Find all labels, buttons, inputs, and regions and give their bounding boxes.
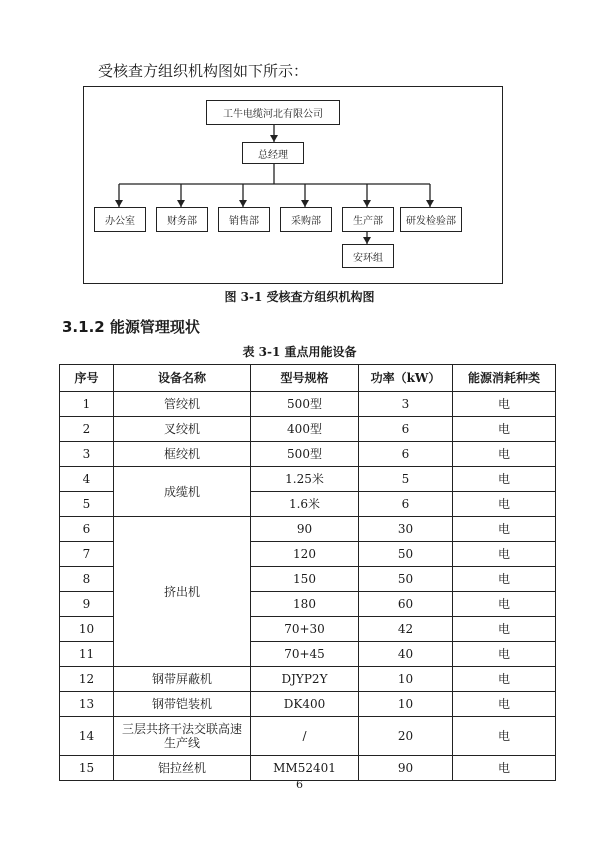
table-row: [60, 517, 556, 542]
cell-power: 5: [359, 467, 453, 492]
figure-caption: 图 3-1 受核查方组织机构图: [224, 290, 375, 304]
cell-no: 1: [60, 392, 114, 417]
cell-model: MM52401: [251, 756, 359, 781]
cell-no: 4: [60, 467, 114, 492]
cell-no: 7: [60, 542, 114, 567]
cell-no: 15: [60, 756, 114, 781]
org-box-manager: 总经理: [242, 142, 304, 164]
cell-power: 10: [359, 692, 453, 717]
org-box-dept: 采购部: [280, 207, 332, 232]
cell-no: 9: [60, 592, 114, 617]
cell-energy: 电: [453, 392, 556, 417]
cell-energy: 电: [453, 517, 556, 542]
cell-name: 框绞机: [114, 442, 251, 467]
cell-power: 20: [359, 717, 453, 756]
cell-no: 12: [60, 667, 114, 692]
cell-model: 500型: [251, 392, 359, 417]
table-row: [60, 442, 556, 467]
header-cell: 型号规格: [251, 365, 359, 392]
cell-energy: 电: [453, 592, 556, 617]
org-box-company: 工牛电缆河北有限公司: [206, 100, 340, 125]
cell-no: 10: [60, 617, 114, 642]
cell-energy: 电: [453, 542, 556, 567]
cell-power: 50: [359, 567, 453, 592]
cell-name: 叉绞机: [114, 417, 251, 442]
org-box-dept: 研发检验部: [400, 207, 462, 232]
header-cell: 功率（kW）: [359, 365, 453, 392]
cell-power: 42: [359, 617, 453, 642]
org-box-dept: 办公室: [94, 207, 146, 232]
cell-name: 铝拉丝机: [114, 756, 251, 781]
org-box-sub-unit: 安环组: [342, 244, 394, 268]
table-row: [60, 467, 556, 492]
cell-no: 5: [60, 492, 114, 517]
org-box-dept: 财务部: [156, 207, 208, 232]
cell-energy: 电: [453, 417, 556, 442]
cell-power: 50: [359, 542, 453, 567]
cell-model: 70+45: [251, 642, 359, 667]
cell-no: 8: [60, 567, 114, 592]
header-cell: 设备名称: [114, 365, 251, 392]
cell-power: 40: [359, 642, 453, 667]
cell-power: 6: [359, 442, 453, 467]
cell-power: 90: [359, 756, 453, 781]
cell-model: DJYP2Y: [251, 667, 359, 692]
cell-no: 2: [60, 417, 114, 442]
cell-energy: 电: [453, 442, 556, 467]
cell-model: 70+30: [251, 617, 359, 642]
org-box-dept: 生产部: [342, 207, 394, 232]
cell-energy: 电: [453, 642, 556, 667]
cell-power: 6: [359, 492, 453, 517]
cell-power: 3: [359, 392, 453, 417]
org-chart: [83, 86, 503, 284]
cell-name: 钢带铠装机: [114, 692, 251, 717]
table-row: [60, 417, 556, 442]
cell-energy: 电: [453, 756, 556, 781]
cell-energy: 电: [453, 667, 556, 692]
cell-model: 120: [251, 542, 359, 567]
cell-energy: 电: [453, 717, 556, 756]
cell-energy: 电: [453, 617, 556, 642]
cell-energy: 电: [453, 692, 556, 717]
cell-no: 13: [60, 692, 114, 717]
cell-model: DK400: [251, 692, 359, 717]
cell-model: 1.6米: [251, 492, 359, 517]
cell-model: 180: [251, 592, 359, 617]
cell-name: 挤出机: [114, 517, 251, 667]
cell-model: 400型: [251, 417, 359, 442]
page-number: 6: [296, 778, 303, 791]
cell-power: 30: [359, 517, 453, 542]
table-row: [60, 667, 556, 692]
cell-energy: 电: [453, 567, 556, 592]
table-caption: 表 3-1 重点用能设备: [242, 345, 357, 359]
table-row: [60, 756, 556, 781]
equipment-table: [59, 364, 556, 781]
cell-no: 14: [60, 717, 114, 756]
cell-model: 1.25米: [251, 467, 359, 492]
cell-model: 150: [251, 567, 359, 592]
cell-no: 6: [60, 517, 114, 542]
cell-name: 成缆机: [114, 467, 251, 517]
cell-model: 500型: [251, 442, 359, 467]
table-header-row: [60, 365, 556, 392]
cell-power: 60: [359, 592, 453, 617]
cell-name: 管绞机: [114, 392, 251, 417]
cell-name: 钢带屏蔽机: [114, 667, 251, 692]
cell-power: 10: [359, 667, 453, 692]
cell-no: 11: [60, 642, 114, 667]
cell-no: 3: [60, 442, 114, 467]
cell-energy: 电: [453, 492, 556, 517]
cell-energy: 电: [453, 467, 556, 492]
table-row: [60, 692, 556, 717]
header-cell: 序号: [60, 365, 114, 392]
org-box-dept: 销售部: [218, 207, 270, 232]
cell-model: 90: [251, 517, 359, 542]
table-row: [60, 392, 556, 417]
cell-name: 三层共挤干法交联高速生产线: [114, 717, 251, 756]
table-row: [60, 717, 556, 756]
header-cell: 能源消耗种类: [453, 365, 556, 392]
intro-text: 受核查方组织机构图如下所示：: [98, 62, 309, 80]
cell-power: 6: [359, 417, 453, 442]
section-heading: 3.1.2 能源管理现状: [62, 318, 200, 336]
cell-model: /: [251, 717, 359, 756]
